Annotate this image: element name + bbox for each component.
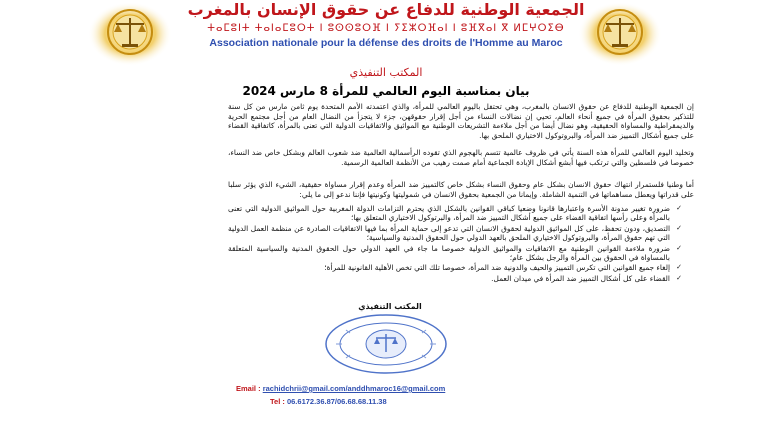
organization-name-french: Association nationale pour la défense des droits de l'Homme au Maroc [209, 37, 563, 49]
email-label: Email : [236, 384, 261, 393]
organization-name-tifinagh: ⵜⴰⵎⵓⵏⵜ ⵜⴰⵏⴰⵎⵓⵔⵜ ⵏ ⵓⵙⵙⵓⵔⴼ ⵏ ⵢⵉⵣⵔⴼⴰⵏ ⵏ ⵓⴼⴳⴰⵏ ⴳ ⵍⵎⵖⵔⵉⴱ [207, 23, 565, 34]
demands-list [228, 204, 682, 284]
check-icon: ✓ [676, 204, 682, 212]
list-item [228, 274, 682, 283]
contact-phone-line [270, 397, 530, 406]
list-item [228, 224, 682, 243]
demand-text: ضرورة تغيير مدونة الأسرة واعتبارها قانونا وضعيا كباقي القوانين بالشكل الذي يحترم التزامات الدولة المغربية حول المواثيق الدولية التي تعنى بالمرأة وعلى رأسها اتفاقية القضاء على جميع أشكال التمييز ضد المرأة، والبرتوكول الاختياري المتعلق بها؛ [228, 204, 670, 223]
check-icon: ✓ [676, 263, 682, 272]
demand-text: ضرورة ملاءمة القوانين الوطنية مع الاتفاقيات والمواثيق الدولية خصوصا ما جاء في العهد الدولي حول الحقوق المدنية والسياسية المتعلقة بالمساواة في الحقوق بين المرأة والرجل بشكل عام؛ [228, 243, 670, 263]
paragraph-global-context: وتخليد اليوم العالمي للمرأة هذه السنة يأتي في ظروف عالمية تتسم بالهجوم الذي تقوده الرأسمالية العالمية ضد شعوب العالم وبشكل خاص ضد النساء، خصوصا في فلسطين والتي ترتكب فيها أبشع أشكال الإبادة الجماعية أمام صمت رهيب من الأنظمة العالمية الرسمية. [228, 148, 694, 167]
email-link[interactable]: rachidchrii@gmail.com/anddhmaroc16@gmail.com [262, 384, 446, 393]
signature-label: المكتب التنفيذي [358, 302, 422, 311]
statement-title: بيان بمناسبة اليوم العالمي للمرأة 8 مارس 2024 [242, 84, 530, 98]
paragraph-national-context: أما وطنيا فلستمرار انتهاك حقوق الانسان بشكل عام وحقوق النساء بشكل خاص كالتمييز ضد المرأة وعدم إقرار مساواة حقيقية، الشيء الذي يؤثر سلبا على قدراتها ويعطل مساهماتها في التنمية الشاملة. وإيمانا من الجمعية بحقوق الانسان في شموليتها وكونيتها فإننا ندعو إلى ما يلي: [228, 180, 694, 199]
organization-stamp [322, 312, 450, 376]
organization-name-arabic: الجمعية الوطنية للدفاع عن حقوق الإنسان بالمغرب [187, 0, 585, 19]
list-item [228, 263, 682, 272]
issuer-title: المكتب التنفيذي [349, 66, 423, 79]
demand-text: إلغاء جميع القوانين التي تكرس التمييز والحيف والدونية ضد المرأة، خصوصا تلك التي تخص الأهلية القانونية للمرأة؛ [324, 263, 670, 273]
demand-text: القضاء على كل أشكال التمييز ضد المرأة في ميدان العمل. [491, 273, 670, 283]
check-icon: ✓ [676, 243, 682, 252]
check-icon: ✓ [676, 223, 682, 232]
list-item [228, 244, 682, 263]
phone-label: Tel : [270, 397, 285, 406]
check-icon: ✓ [676, 273, 682, 282]
demand-text: التصديق، ودون تحفظ، على كل المواثيق الدولية لحقوق الانسان التي تدعو إلى حماية المرأة بما فيها الاتفاقيات الصادرة عن منظمة العمل الدولية التي تهم حقوق المرأة، والبروتوكول الاختياري الملحق بالعهد الدولي حول الحقوق المدنية والسياسية؛ [228, 223, 670, 243]
phone-numbers: 06.6172.36.87/06.68.68.11.38 [286, 397, 387, 406]
list-item [228, 204, 682, 223]
organization-logo-left [88, 2, 172, 66]
paragraph-intro: إن الجمعية الوطنية للدفاع عن حقوق الانسان بالمغرب، وهي تحتفل باليوم العالمي للمرأة، والذي اعتمدته الأمم المتحدة يوم ثامن مارس من كل سنة للتذكير بحقوق المرأة في جميع أنحاء العالم، تحيي إن نضالات النساء من أجل إقرار حقوقهن، جزء لا يتجزأ من النضال العام من أجل مجتمع الحرية والديمقراطية والمساواة الحقيقية، وهو نضال أيضا من أجل ملاءمة التشريعات الوطنية مع المواثيق والاتفاقيات الدولية التي تعنى بالمرأة، كاتفاقية القضاء على جميع أشكال التمييز ضد المرأة، والبروتوكول الاختياري الملحق بها. [228, 102, 694, 140]
contact-email-line [236, 384, 576, 393]
